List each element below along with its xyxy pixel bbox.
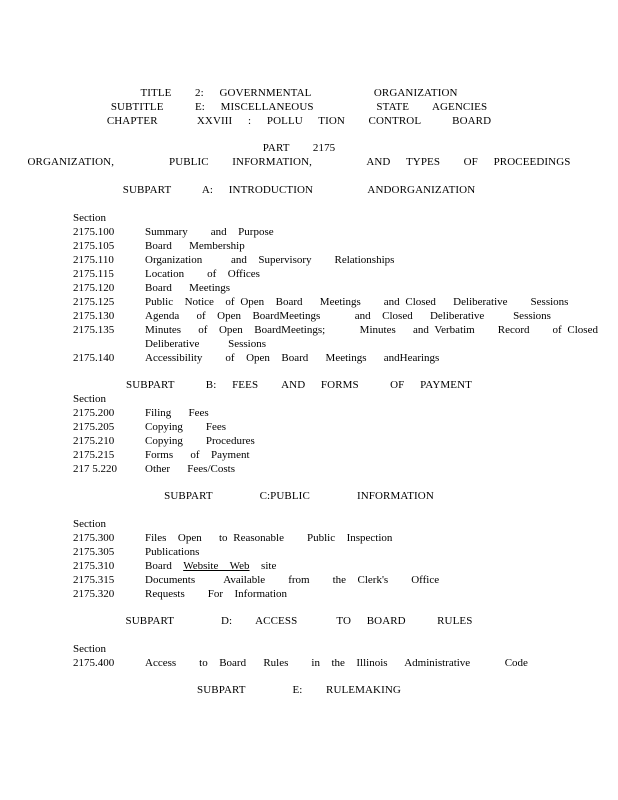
section-row bbox=[0, 546, 618, 560]
section-row bbox=[0, 282, 618, 296]
section-number: 2175.400 bbox=[73, 657, 115, 669]
section-number: 2175.205 bbox=[73, 421, 115, 433]
section-title-part: Board bbox=[145, 560, 184, 572]
section-number: 2175.115 bbox=[73, 268, 114, 280]
section-row bbox=[0, 226, 618, 240]
section-title: Filing Fees bbox=[145, 407, 209, 419]
section-label: Section bbox=[73, 518, 106, 530]
underlined-text: Website Web bbox=[183, 560, 250, 572]
section-row bbox=[0, 296, 618, 310]
section-number: 2175.130 bbox=[73, 310, 115, 322]
section-row bbox=[0, 324, 618, 338]
section-row bbox=[0, 310, 618, 324]
section-number: 2175.125 bbox=[73, 296, 115, 308]
subpart-d-heading: SUBPART D: ACCESS TO BOARD RULES bbox=[125, 615, 473, 627]
section-row bbox=[0, 463, 618, 477]
section-row bbox=[0, 254, 618, 268]
part-title: ORGANIZATION, PUBLIC INFORMATION, AND TYPES OF PROCEEDINGS bbox=[27, 156, 571, 168]
section-title: Location of Offices bbox=[145, 268, 260, 280]
section-title: Agenda of Open BoardMeetings and Closed Deliberative Sessions bbox=[145, 310, 551, 322]
section-label: Section bbox=[73, 643, 106, 655]
section-row-continuation bbox=[0, 338, 618, 352]
section-title: Minutes of Open BoardMeetings; Minutes and Verbatim Record of Closed bbox=[145, 324, 598, 336]
section-title: Requests For Information bbox=[145, 588, 288, 600]
section-row bbox=[0, 352, 618, 366]
section-number: 217 5.220 bbox=[73, 463, 117, 475]
section-number: 2175.210 bbox=[73, 435, 115, 447]
section-title: Board Meetings bbox=[145, 282, 231, 294]
section-number: 2175.320 bbox=[73, 588, 115, 600]
section-number: 2175.110 bbox=[73, 254, 114, 266]
chapter-line: CHAPTER XXVIII : POLLU TION CONTROL BOARD bbox=[106, 115, 492, 127]
subpart-b-heading: SUBPART B: FEES AND FORMS OF PAYMENT bbox=[126, 379, 472, 391]
section-title: Files Open to Reasonable Public Inspection bbox=[145, 532, 393, 544]
section-number: 2175.135 bbox=[73, 324, 115, 336]
section-title-continuation: Deliberative Sessions bbox=[145, 338, 267, 350]
section-number: 2175.305 bbox=[73, 546, 115, 558]
section-row bbox=[0, 435, 618, 449]
section-title: Access to Board Rules in the Illinois Administrative Code bbox=[145, 657, 528, 669]
section-title: Organization and Supervisory Relationships bbox=[145, 254, 395, 266]
section-title: Copying Procedures bbox=[145, 435, 255, 447]
section-title: Publications bbox=[145, 546, 200, 558]
subpart-a-heading: SUBPART A: INTRODUCTION ANDORGANIZATION bbox=[122, 184, 476, 196]
section-row bbox=[0, 268, 618, 282]
section-title bbox=[145, 560, 276, 572]
section-title: Other Fees/Costs bbox=[145, 463, 235, 475]
part-number: PART 2175 bbox=[262, 142, 336, 154]
section-number: 2175.200 bbox=[73, 407, 115, 419]
section-number: 2175.140 bbox=[73, 352, 115, 364]
section-number: 2175.100 bbox=[73, 226, 115, 238]
section-title: Board Membership bbox=[145, 240, 245, 252]
section-title-part: site bbox=[249, 560, 277, 572]
title-line: TITLE 2: GOVERNMENTAL ORGANIZATION bbox=[140, 87, 458, 99]
section-row bbox=[0, 588, 618, 602]
section-row bbox=[0, 240, 618, 254]
section-number: 2175.215 bbox=[73, 449, 115, 461]
section-row bbox=[0, 574, 618, 588]
section-title: Documents Available from the Clerk's Office bbox=[145, 574, 440, 586]
section-title: Accessibility of Open Board Meetings andHearings bbox=[145, 352, 440, 364]
section-label: Section bbox=[73, 393, 106, 405]
section-number: 2175.315 bbox=[73, 574, 115, 586]
section-title: Copying Fees bbox=[145, 421, 227, 433]
section-row bbox=[0, 532, 618, 546]
section-number: 2175.310 bbox=[73, 560, 115, 572]
subtitle-line: SUBTITLE E: MISCELLANEOUS STATE AGENCIES bbox=[110, 101, 488, 113]
section-title: Forms of Payment bbox=[145, 449, 250, 461]
subpart-c-heading: SUBPART C:PUBLIC INFORMATION bbox=[164, 490, 434, 502]
section-row bbox=[0, 421, 618, 435]
section-row bbox=[0, 657, 618, 671]
section-label: Section bbox=[73, 212, 106, 224]
section-title: Summary and Purpose bbox=[145, 226, 274, 238]
section-row bbox=[0, 560, 618, 574]
subpart-e-heading: SUBPART E: RULEMAKING bbox=[197, 684, 401, 696]
section-row bbox=[0, 449, 618, 463]
section-number: 2175.300 bbox=[73, 532, 115, 544]
section-number: 2175.120 bbox=[73, 282, 115, 294]
section-number: 2175.105 bbox=[73, 240, 115, 252]
section-row bbox=[0, 407, 618, 421]
section-title: Public Notice of Open Board Meetings and Closed Deliberative Sessions bbox=[145, 296, 569, 308]
